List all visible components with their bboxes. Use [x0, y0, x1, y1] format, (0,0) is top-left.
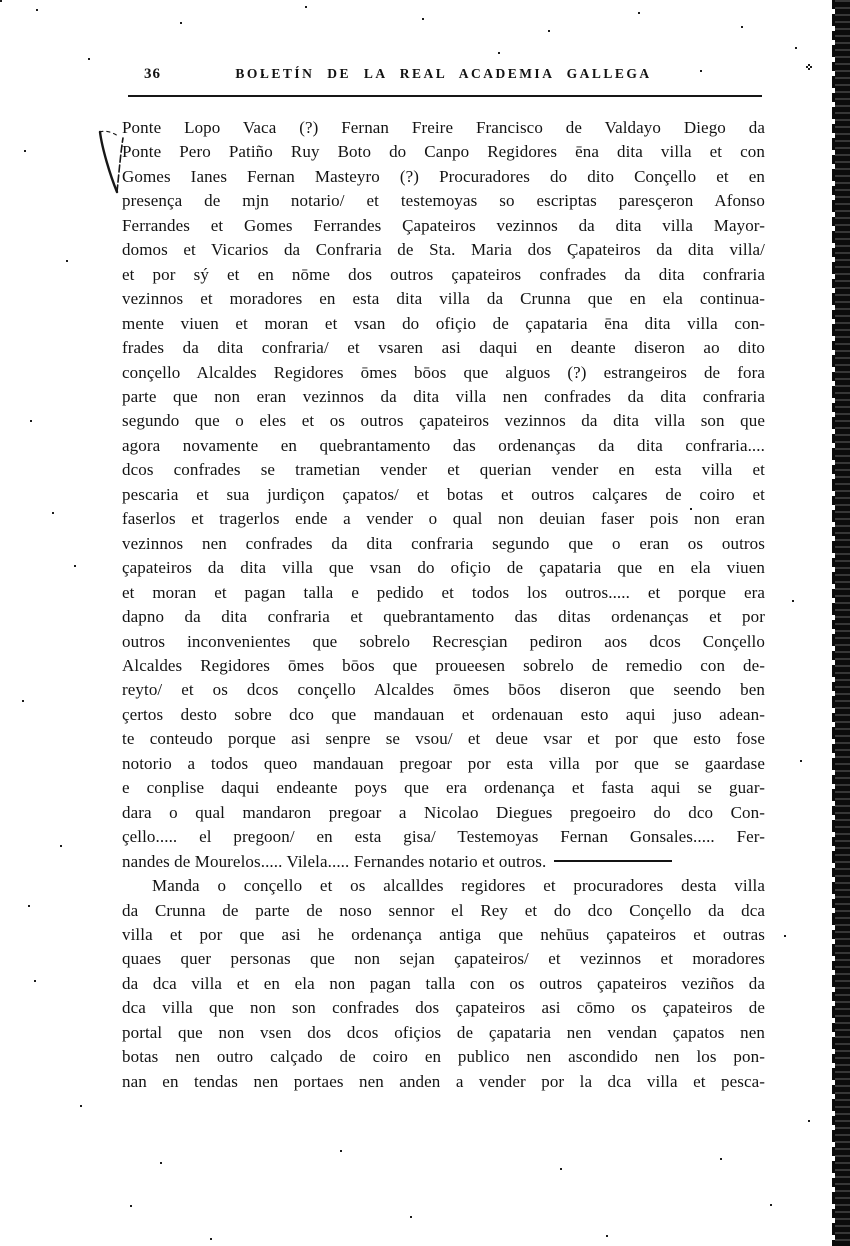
- text-line: dapno da dita confraria et quebrantamento das ditas ordenanças et por: [122, 607, 765, 627]
- text-line: pescaria et sua jurdiçon çapatos/ et botas et outros calçares de coiro et: [122, 484, 765, 504]
- text-line: parte que non eran vezinnos da dita villa nen confrades da dita confraria: [122, 386, 765, 406]
- text-line: vezinnos et moradores en esta dita villa da Crunna que en ela continua-: [122, 289, 765, 309]
- text-line: Alcaldes Regidores ōmes bōos que proueesen sobrelo de remedio con de-: [122, 655, 765, 675]
- book-gutter-edge: [835, 0, 850, 1246]
- text-line: reyto/ et os dcos conçello Alcaldes ōmes bōos diseron que seendo ben: [122, 680, 765, 700]
- text-line: da Crunna de parte de noso sennor el Rey et do dco Conçello da dca: [122, 900, 765, 920]
- text-line: quaes quer personas que non sejan çapateiros/ et vezinnos et moradores: [122, 949, 765, 969]
- header-rule: [128, 95, 762, 97]
- text-line: çello..... el pregoon/ en esta gisa/ Testemoyas Fernan Gonsales..... Fer-: [122, 827, 765, 847]
- text-line: frades da dita confraria/ et vsaren asi daqui en deante diseron ao dito: [122, 338, 765, 358]
- running-head: [122, 66, 765, 82]
- text-line: presença de mjn notario/ et testemoyas so escriptas paresçeron Afonso: [122, 191, 765, 211]
- text-line: dcos confrades se trametian vender et querian vender en esta villa et: [122, 460, 765, 480]
- text-line: çertos desto sobre dco que mandauan et ordenauan esto aqui juso adean-: [122, 704, 765, 724]
- text-line: et por sý et en nōme dos outros çapateiros confrades da dita confraria: [122, 264, 765, 284]
- text-line: conçello Alcaldes Regidores ōmes bōos que alguos (?) estrangeiros de fora: [122, 362, 765, 382]
- text-line: çapateiros da dita villa que vsan do ofiçio de çapataria que en ela viuen: [122, 558, 765, 578]
- text-line: dca villa que non son confrades dos çapateiros asi cōmo os çapateiros de: [122, 998, 765, 1018]
- page-number: 36: [144, 66, 161, 82]
- text-line: portal que non vsen dos dcos ofiçios de çapataria nen vendan çapatos nen: [122, 1022, 765, 1042]
- text-line: te conteudo porque asi senpre se vsou/ et deue vsar et por que esto fose: [122, 729, 765, 749]
- end-of-entry-dash: [554, 860, 672, 862]
- text-line: vezinnos nen confrades da dita confraria segundo que o eran os outros: [122, 533, 765, 553]
- text-line: et moran et pagan talla e pedido et todos los outros..... et porque era: [122, 582, 765, 602]
- text-line: Gomes Ianes Fernan Masteyro (?) Procuradores do dito Conçello et en: [122, 166, 765, 186]
- text-line: mente viuen et moran et vsan do ofiçio de çapataria ēna dita villa con-: [122, 313, 765, 333]
- text-line: agora novamente en quebrantamento das ordenanças da dita confraria....: [122, 435, 765, 455]
- text-line: outros inconvenientes que sobrelo Recresçian pediron aos dcos Conçello: [122, 631, 765, 651]
- paragraph-2: [122, 874, 765, 1094]
- paragraph-2-lines: [122, 874, 765, 1094]
- paragraph-1-last-line: [122, 850, 765, 874]
- text-line: Ponte Lopo Vaca (?) Fernan Freire Francisco de Valdayo Diego da: [122, 118, 765, 137]
- paragraph-1-lines: [122, 116, 765, 850]
- text-line: da dca villa et en ela non pagan talla con os outros çapateiros veziños da: [122, 973, 765, 993]
- text-line: nan en tendas nen portaes nen anden a vender por la dca villa et pesca-: [122, 1071, 765, 1091]
- text-line: botas nen outro calçado de coiro en publico nen ascondido nen los pon-: [122, 1047, 765, 1067]
- text-line: dara o qual mandaron pregoar a Nicolao Diegues pregoeiro do dco Con-: [122, 802, 765, 822]
- paragraph-1-last-line-text: nandes de Mourelos..... Vilela..... Fernandes notario et outros.: [122, 851, 547, 871]
- page-text-block: [122, 116, 765, 1094]
- text-line: domos et Vicarios da Confraria de Sta. Maria dos Çapateiros da dita villa/: [122, 240, 765, 260]
- text-line: Ferrandes et Gomes Ferrandes Çapateiros vezinnos da dita villa Mayor-: [122, 215, 765, 235]
- text-line: villa et por que asi he ordenança antiga que nehūus çapateiros et outras: [122, 924, 765, 944]
- journal-title: BOLETÍN DE LA REAL ACADEMIA GALLEGA: [235, 66, 652, 81]
- text-line: segundo que o eles et os outros çapateiros vezinnos da dita villa son que: [122, 411, 765, 431]
- text-line: notorio a todos queo mandauan pregoar por esta villa por que se gaardase: [122, 753, 765, 773]
- paragraph-1: [122, 116, 765, 874]
- text-line: Manda o conçello et os alcalldes regidores et procuradores desta villa: [152, 876, 765, 896]
- text-line: faserlos et tragerlos ende a vender o qual non deuian faser pois non eran: [122, 509, 765, 529]
- text-line: e conplise daqui endeante poys que era ordenança et fasta aqui se guar-: [122, 778, 765, 798]
- text-line: Ponte Pero Patiño Ruy Boto do Canpo Regidores ēna dita villa et con: [122, 142, 765, 162]
